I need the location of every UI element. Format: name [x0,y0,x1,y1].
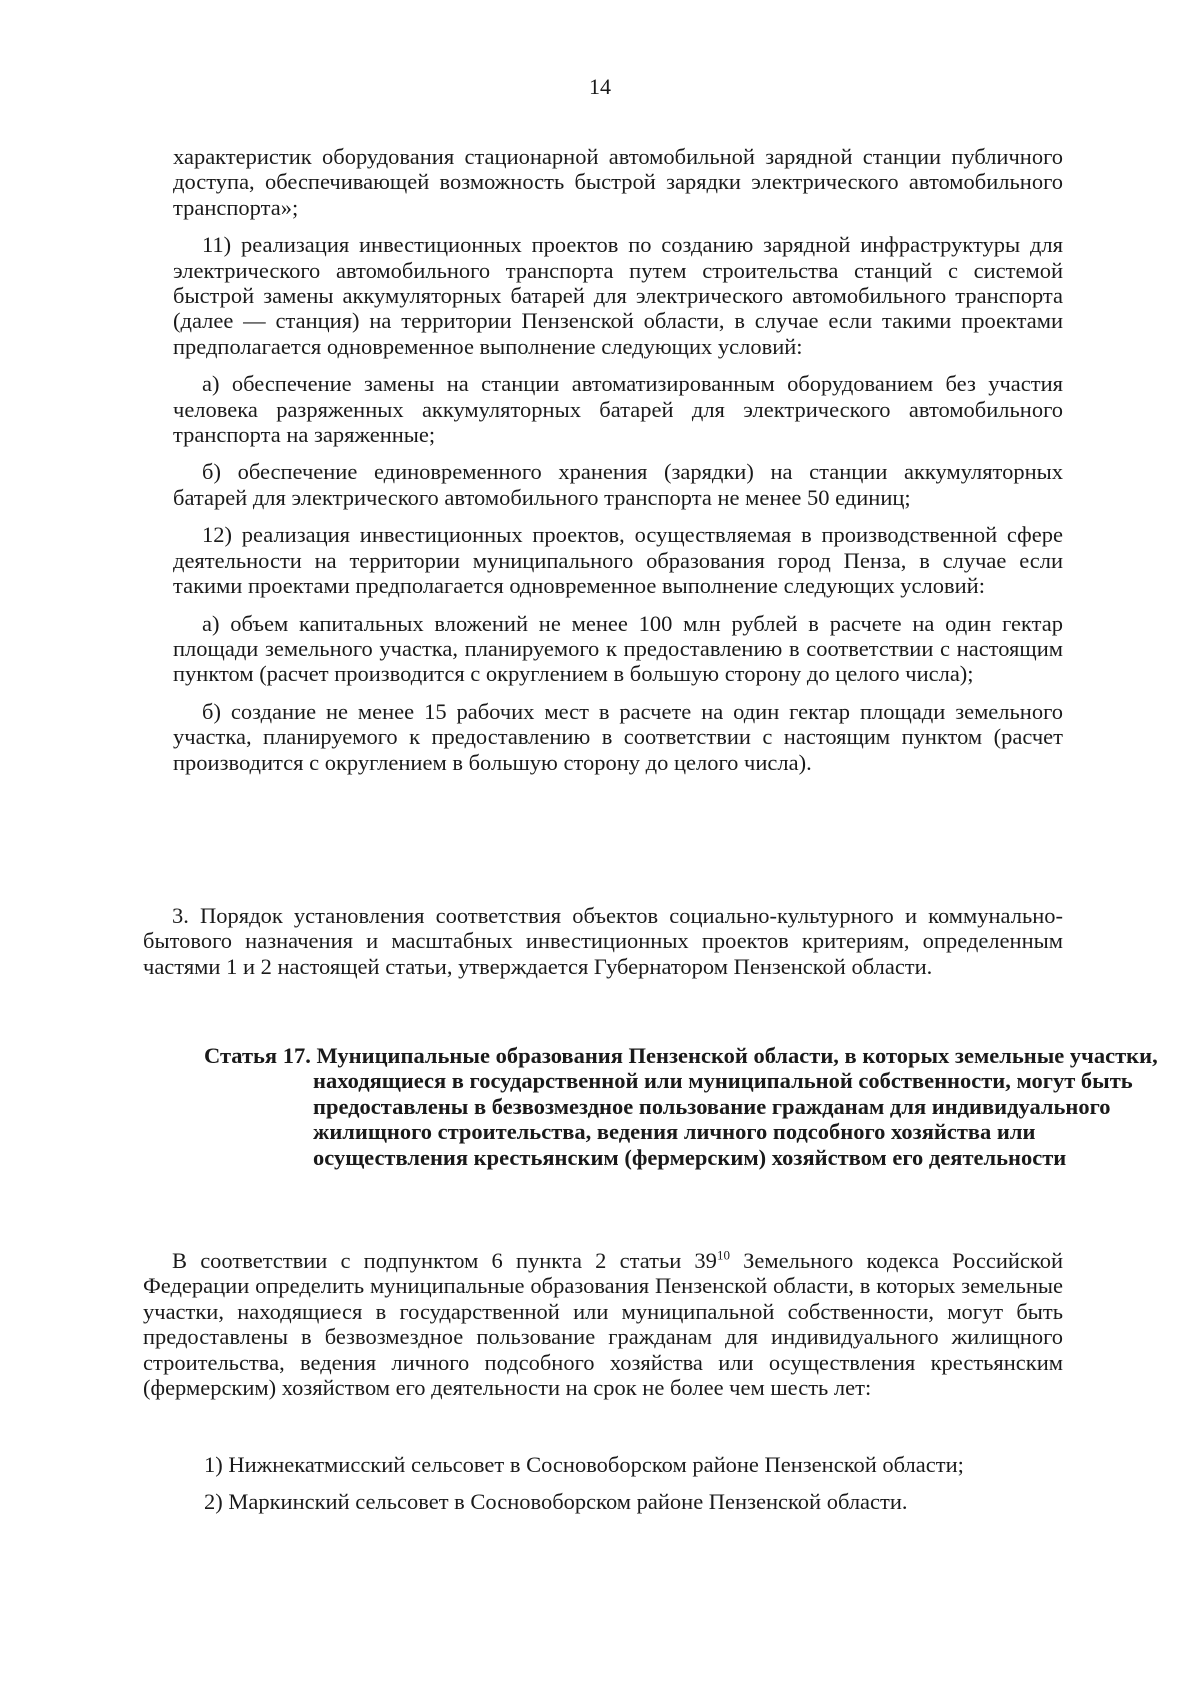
paragraph-subitem-b: б) обеспечение единовременного хранения (зарядки) на станции аккумуляторных батарей для электрического автомобильного транспорта не менее 50 единиц; [173,459,1063,510]
paragraph-part-3: 3. Порядок установления соответствия объектов социально-культурного и коммунально-бытового назначения и масштабных инвестиционных проектов критериям, определенным частями 1 и 2 настоящей статьи, утверждается Губернатором Пензенской области. [143,903,1063,979]
paragraph-subitem-a-2: а) объем капитальных вложений не менее 100 млн рублей в расчете на один гектар площади земельного участка, планируемого к предоставлению в соответствии с настоящим пунктом (расчет производится с округлением в большую сторону до целого числа); [173,610,1063,687]
paragraph-subitem-a: а) обеспечение замены на станции автоматизированным оборудованием без участия человека разряженных аккумуляторных батарей для электрического автомобильного транспорта на заряженные; [173,371,1063,448]
page-number: 14 [589,74,611,99]
list-item-2: 2) Маркинский сельсовет в Сосновоборском районе Пензенской области. [204,1489,908,1514]
paragraph-item-11: 11) реализация инвестиционных проектов по созданию зарядной инфраструктуры для электрического автомобильного транспорта путем строительства станций с системой быстрой замены аккумуляторных батарей для электрического автомобильного транспорта (далее — станция) на территории Пензенской области, в случае если такими проектами предполагается одновременное выполнение следующих условий: [173,232,1063,359]
list-item-1: 1) Нижнекатмисский сельсовет в Сосновоборском районе Пензенской области; [204,1452,964,1477]
document-body-upper [173,144,1063,787]
paragraph-item-12: 12) реализация инвестиционных проектов, осуществляемая в производственной сфере деятельности на территории муниципального образования город Пенза, в случае если такими проектами предполагается одновременное выполнение следующих условий: [173,522,1063,599]
paragraph-continuation: характеристик оборудования стационарной автомобильной зарядной станции публичного доступа, обеспечивающей возможность быстрой зарядки электрического автомобильного транспорта»; [173,144,1063,220]
article-heading: Статья 17. Муниципальные образования Пензенской области, в которых земельные участки, находящиеся в государственной или муниципальной собственности, могут быть предоставлены в безвозмездное пользование гражданам для индивидуального жилищного строительства, ведения личного подсобного хозяйства или осуществления крестьянским (фермерским) хозяйством его деятельности [204,1043,1158,1170]
superscript-index: 10 [716,1247,730,1263]
paragraph-article-17 [143,1248,1063,1400]
article-body [143,1248,1063,1412]
paragraph-part-3-block [143,903,1063,991]
paragraph-article-17-start: В соответствии с подпунктом 6 пункта 2 статьи 39 [172,1248,717,1273]
paragraph-article-17-rest: Земельного кодекса Российской Федерации определить муниципальные образования Пензенской области, в которых земельные участки, находящиеся в государственной или муниципальной собственности, могут быть предоставлены в безвозмездное пользование гражданам для индивидуального жилищного строительства, ведения личного подсобного хозяйства или осуществления крестьянским (фермерским) хозяйством его деятельности на срок не более чем шесть лет: [143,1248,1063,1401]
paragraph-subitem-b-2: б) создание не менее 15 рабочих мест в расчете на один гектар площади земельного участка, планируемого к предоставлению в соответствии с настоящим пунктом (расчет производится с округлением в большую сторону до целого числа). [173,698,1063,775]
